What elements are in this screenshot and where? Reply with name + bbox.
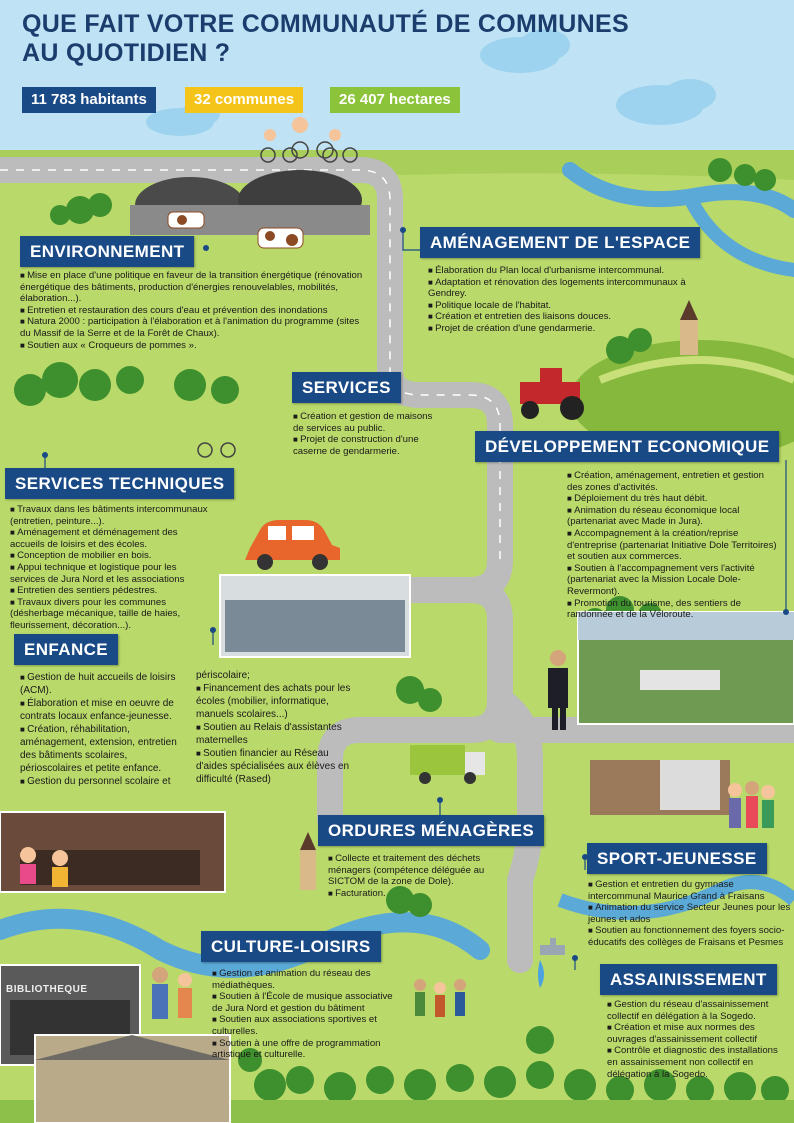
section-title-environnement: ENVIRONNEMENT: [20, 236, 194, 267]
enfance-list-col2: [196, 669, 356, 786]
stat-hectares: 26 407 hectares: [330, 87, 460, 113]
environnement-list: [20, 270, 365, 351]
section-title-culture: CULTURE-LOISIRS: [201, 931, 381, 962]
list-item: ■ Mise en place d'une politique en faveur de la transition énergétique (rénovation énergétique des bâtiments, production d'énergies renouvelables, mobilités, élaboration...).: [20, 270, 365, 305]
list-item: ■ Animation du réseau économique local (partenariat avec Made in Jura).: [567, 505, 777, 528]
youth-group-icon: [728, 781, 775, 828]
list-item: ■ Création, aménagement, entretien et gestion des zones d'activités.: [567, 470, 777, 493]
list-item: ■ Déploiement du très haut débit.: [567, 493, 777, 505]
section-title-amenagement: AMÉNAGEMENT DE L'ESPACE: [420, 227, 700, 258]
list-item: ■ Soutien aux associations sportives et culturelles.: [212, 1014, 402, 1037]
list-item: ■ Contrôle et diagnostic des installations en assainissement non collectif en délégation à la Sogedo.: [607, 1045, 787, 1080]
section-title-assainissement: ASSAINISSEMENT: [600, 964, 777, 995]
list-item: ■ Projet de création d'une gendarmerie.: [428, 323, 713, 335]
list-item: ■ Projet de construction d'une caserne de gendarmerie.: [293, 434, 438, 457]
list-item: ■ Accompagnement à la création/reprise d'entreprise (partenariat Initiative Dole Territoires) et soutien aux commerces.: [567, 528, 777, 563]
list-item: ■ Promotion du tourisme, des sentiers de randonnée et de la Véloroute.: [567, 598, 777, 621]
list-item: périscolaire;: [196, 670, 250, 681]
title-line-1: QUE FAIT VOTRE COMMUNAUTÉ DE COMMUNES: [22, 10, 629, 38]
list-item: ■ Natura 2000 : participation à l'élaboration et à l'animation du programme (sites du Massif de la Serre et de la Forêt de Chaux).: [20, 316, 365, 339]
bibliotheque-sign: BIBLIOTHEQUE: [6, 984, 88, 995]
amenagement-list: [428, 265, 713, 335]
list-item: ■ Soutien à l'accompagnement vers l'activité (partenariat avec la Mission Locale Dole-Revermont).: [567, 563, 777, 598]
list-item: ■ Soutien à une offre de programmation artistique et culturelle.: [212, 1038, 402, 1061]
list-item: ■ Gestion du réseau d'assainissement collectif en délégation à la Sogedo.: [607, 999, 787, 1022]
cloud-icon: [616, 79, 716, 125]
list-item: ■ Facturation.: [328, 888, 488, 900]
assainissement-list: [607, 999, 787, 1080]
section-title-sport: SPORT-JEUNESSE: [587, 843, 767, 874]
cow-icon: [258, 228, 303, 248]
enfance-list-col1: [20, 671, 190, 788]
list-item: ■ Création, réhabilitation, aménagement, extension, entretien des bâtiments scolaires, périoscolaires et petite enfance.: [20, 723, 190, 775]
list-item: ■ Gestion du personnel scolaire et: [20, 775, 190, 788]
list-item: ■ Création et entretien des liaisons douces.: [428, 311, 713, 323]
list-item: ■ Travaux dans les bâtiments intercommunaux (entretien, peinture...).: [10, 504, 208, 527]
list-item: ■ Financement des achats pour les écoles (mobilier, informatique, manuels scolaires...): [196, 682, 356, 721]
services-list: [293, 411, 438, 457]
list-item: ■ Politique locale de l'habitat.: [428, 300, 713, 312]
section-title-services: SERVICES: [292, 372, 401, 403]
section-title-developpement: DÉVELOPPEMENT ECONOMIQUE: [475, 431, 779, 462]
stat-communes: 32 communes: [185, 87, 303, 113]
culture-list: [212, 968, 402, 1061]
list-item: ■ Adaptation et rénovation des logements intercommunaux à Gendrey.: [428, 277, 713, 300]
services-techniques-list: [10, 504, 208, 632]
cow-icon: [168, 212, 204, 228]
section-title-ordures: ORDURES MÉNAGÈRES: [318, 815, 544, 846]
section-title-services-techniques: SERVICES TECHNIQUES: [5, 468, 234, 499]
list-item: ■ Gestion et animation du réseau des médiathèques.: [212, 968, 402, 991]
section-title-enfance: ENFANCE: [14, 634, 118, 665]
list-item: ■ Entretien des sentiers pédestres.: [10, 585, 208, 597]
list-item: ■ Soutien au fonctionnement des foyers socio-éducatifs des collèges de Fraisans et Pesmes: [588, 925, 792, 948]
title-line-2: AU QUOTIDIEN ?: [22, 39, 231, 67]
list-item: ■ Conception de mobilier en bois.: [10, 550, 208, 562]
ordures-list: [328, 853, 488, 899]
page-title: [22, 10, 722, 68]
list-item: ■ Gestion de huit accueils de loisirs (ACM).: [20, 671, 190, 697]
list-item: ■ Soutien à l'École de musique associative de Jura Nord et gestion du bâtiment: [212, 991, 402, 1014]
stat-habitants: 11 783 habitants: [22, 87, 156, 113]
hikers-icon: [414, 979, 466, 1017]
list-item: ■ Élaboration du Plan local d'urbanisme intercommunal.: [428, 265, 713, 277]
list-item: ■ Soutien aux « Croqueurs de pommes ».: [20, 340, 365, 352]
list-item: ■ Travaux divers pour les communes (désherbage mécanique, taille de haies, fleurissement, décoration...).: [10, 597, 208, 632]
developpement-list: [567, 470, 777, 621]
list-item: ■ Soutien financier au Réseau d'aides spécialisées aux élèves en difficulté (Rased): [196, 747, 356, 786]
list-item: ■ Création et mise aux normes des ouvrages d'assainissement collectif: [607, 1022, 787, 1045]
list-item: ■ Aménagement et déménagement des accueils de loisirs et des écoles.: [10, 527, 208, 550]
list-item: ■ Soutien au Relais d'assistantes maternelles: [196, 721, 356, 747]
list-item: ■ Entretien et restauration des cours d'eau et prévention des inondations: [20, 305, 365, 317]
list-item: ■ Création et gestion de maisons de services au public.: [293, 411, 438, 434]
list-item: ■ Collecte et traitement des déchets ménagers (compétence déléguée au SICTOM de la zone de Dole).: [328, 853, 488, 888]
list-item: ■ Élaboration et mise en oeuvre de contrats locaux enfance-jeunesse.: [20, 697, 190, 723]
list-item: ■ Gestion et entretien du gymnase intercommunal Maurice Grand à Fraisans: [588, 879, 792, 902]
list-item: ■ Animation du service Secteur Jeunes pour les jeunes et ados: [588, 902, 792, 925]
sport-list: [588, 879, 792, 949]
list-item: ■ Appui technique et logistique pour les services de Jura Nord et les associations: [10, 562, 208, 585]
